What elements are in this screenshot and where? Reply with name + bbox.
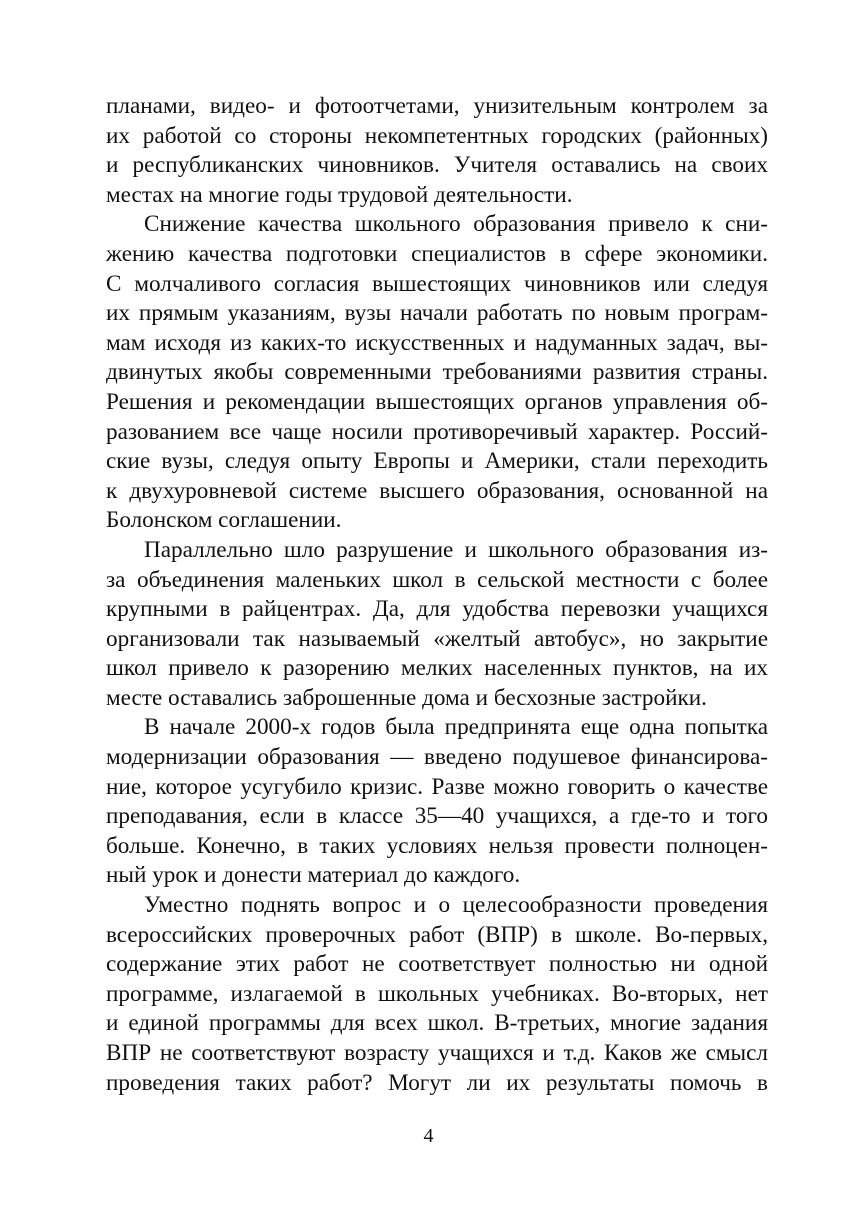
text-line: разованием все чаще носили противоречивый характер. Россий- — [106, 418, 768, 445]
text-line: Параллельно шло разрушение и школьного образования из- — [144, 536, 768, 563]
text-line: местах на многие годы трудовой деятельности. — [106, 181, 573, 208]
text-line: крупными в райцентрах. Да, для удобства перевозки учащихся — [106, 596, 768, 623]
text-line: жению качества подготовки специалистов в сфере экономики. — [106, 240, 768, 267]
text-line: мам исходя из каких-то искусственных и надуманных задач, вы- — [106, 329, 768, 356]
text-line: и республиканских чиновников. Учителя оставались на своих — [106, 152, 768, 179]
text-line: к двухуровневой системе высшего образования, основанной на — [106, 477, 768, 504]
text-line: и единой программы для всех школ. В-третьих, многие задания — [106, 1010, 768, 1037]
text-line: ние, которое усугубило кризис. Разве можно говорить о качестве — [106, 773, 768, 800]
text-line: двинутых якобы современными требованиями развития страны. — [106, 359, 768, 386]
text-line: их работой со стороны некомпетентных городских (районных) — [106, 122, 768, 149]
text-line: ские вузы, следуя опыту Европы и Америки, стали переходить — [106, 448, 768, 475]
text-line: Решения и рекомендации вышестоящих органов управления об- — [106, 388, 768, 415]
text-line: их прямым указаниям, вузы начали работать по новым програм- — [106, 300, 768, 327]
paragraph-1 — [106, 92, 768, 210]
text-line: больше. Конечно, в таких условиях нельзя провести полноцен- — [106, 832, 768, 859]
text-line: организовали так называемый «желтый автобус», но закрытие — [106, 625, 768, 652]
paragraph-5 — [106, 891, 768, 1098]
text-line: модернизации образования — введено подушевое финансирова- — [106, 744, 768, 771]
text-line: Уместно поднять вопрос и о целесообразности проведения — [144, 892, 768, 919]
text-line: планами, видео- и фотоотчетами, унизительным контролем за — [106, 93, 768, 119]
text-line: преподавания, если в классе 35—40 учащихся, а где-то и того — [106, 803, 768, 830]
text-line: месте оставались заброшенные дома и бесхозные застройки. — [106, 684, 707, 711]
paragraph-3 — [106, 536, 768, 714]
text-line: за объединения маленьких школ в сельской местности с более — [106, 566, 768, 593]
text-line: С молчаливого согласия вышестоящих чиновников или следуя — [106, 270, 768, 297]
text-line: проведения таких работ? Могут ли их результаты помочь в — [106, 1069, 768, 1096]
body-text — [106, 92, 768, 1098]
text-line: В начале 2000-х годов была предпринята еще одна попытка — [144, 714, 768, 741]
text-line: ВПР не соответствуют возрасту учащихся и т.д. Каков же смысл — [106, 1040, 768, 1066]
text-line: Болонском соглашении. — [106, 507, 342, 534]
text-line: Снижение качества школьного образования привело к сни- — [144, 211, 768, 238]
page-number: 4 — [423, 1125, 434, 1147]
text-line: школ привело к разорению мелких населенных пунктов, на их — [106, 655, 768, 682]
paragraph-4 — [106, 713, 768, 891]
paragraph-2 — [106, 210, 768, 536]
text-line: программе, излагаемой в школьных учебниках. Во-вторых, нет — [106, 980, 768, 1007]
text-line: ный урок и донести материал до каждого. — [106, 862, 521, 889]
text-line: содержание этих работ не соответствует полностью ни одной — [106, 951, 768, 978]
text-line: всероссийских проверочных работ (ВПР) в школе. Во-первых, — [106, 921, 768, 948]
